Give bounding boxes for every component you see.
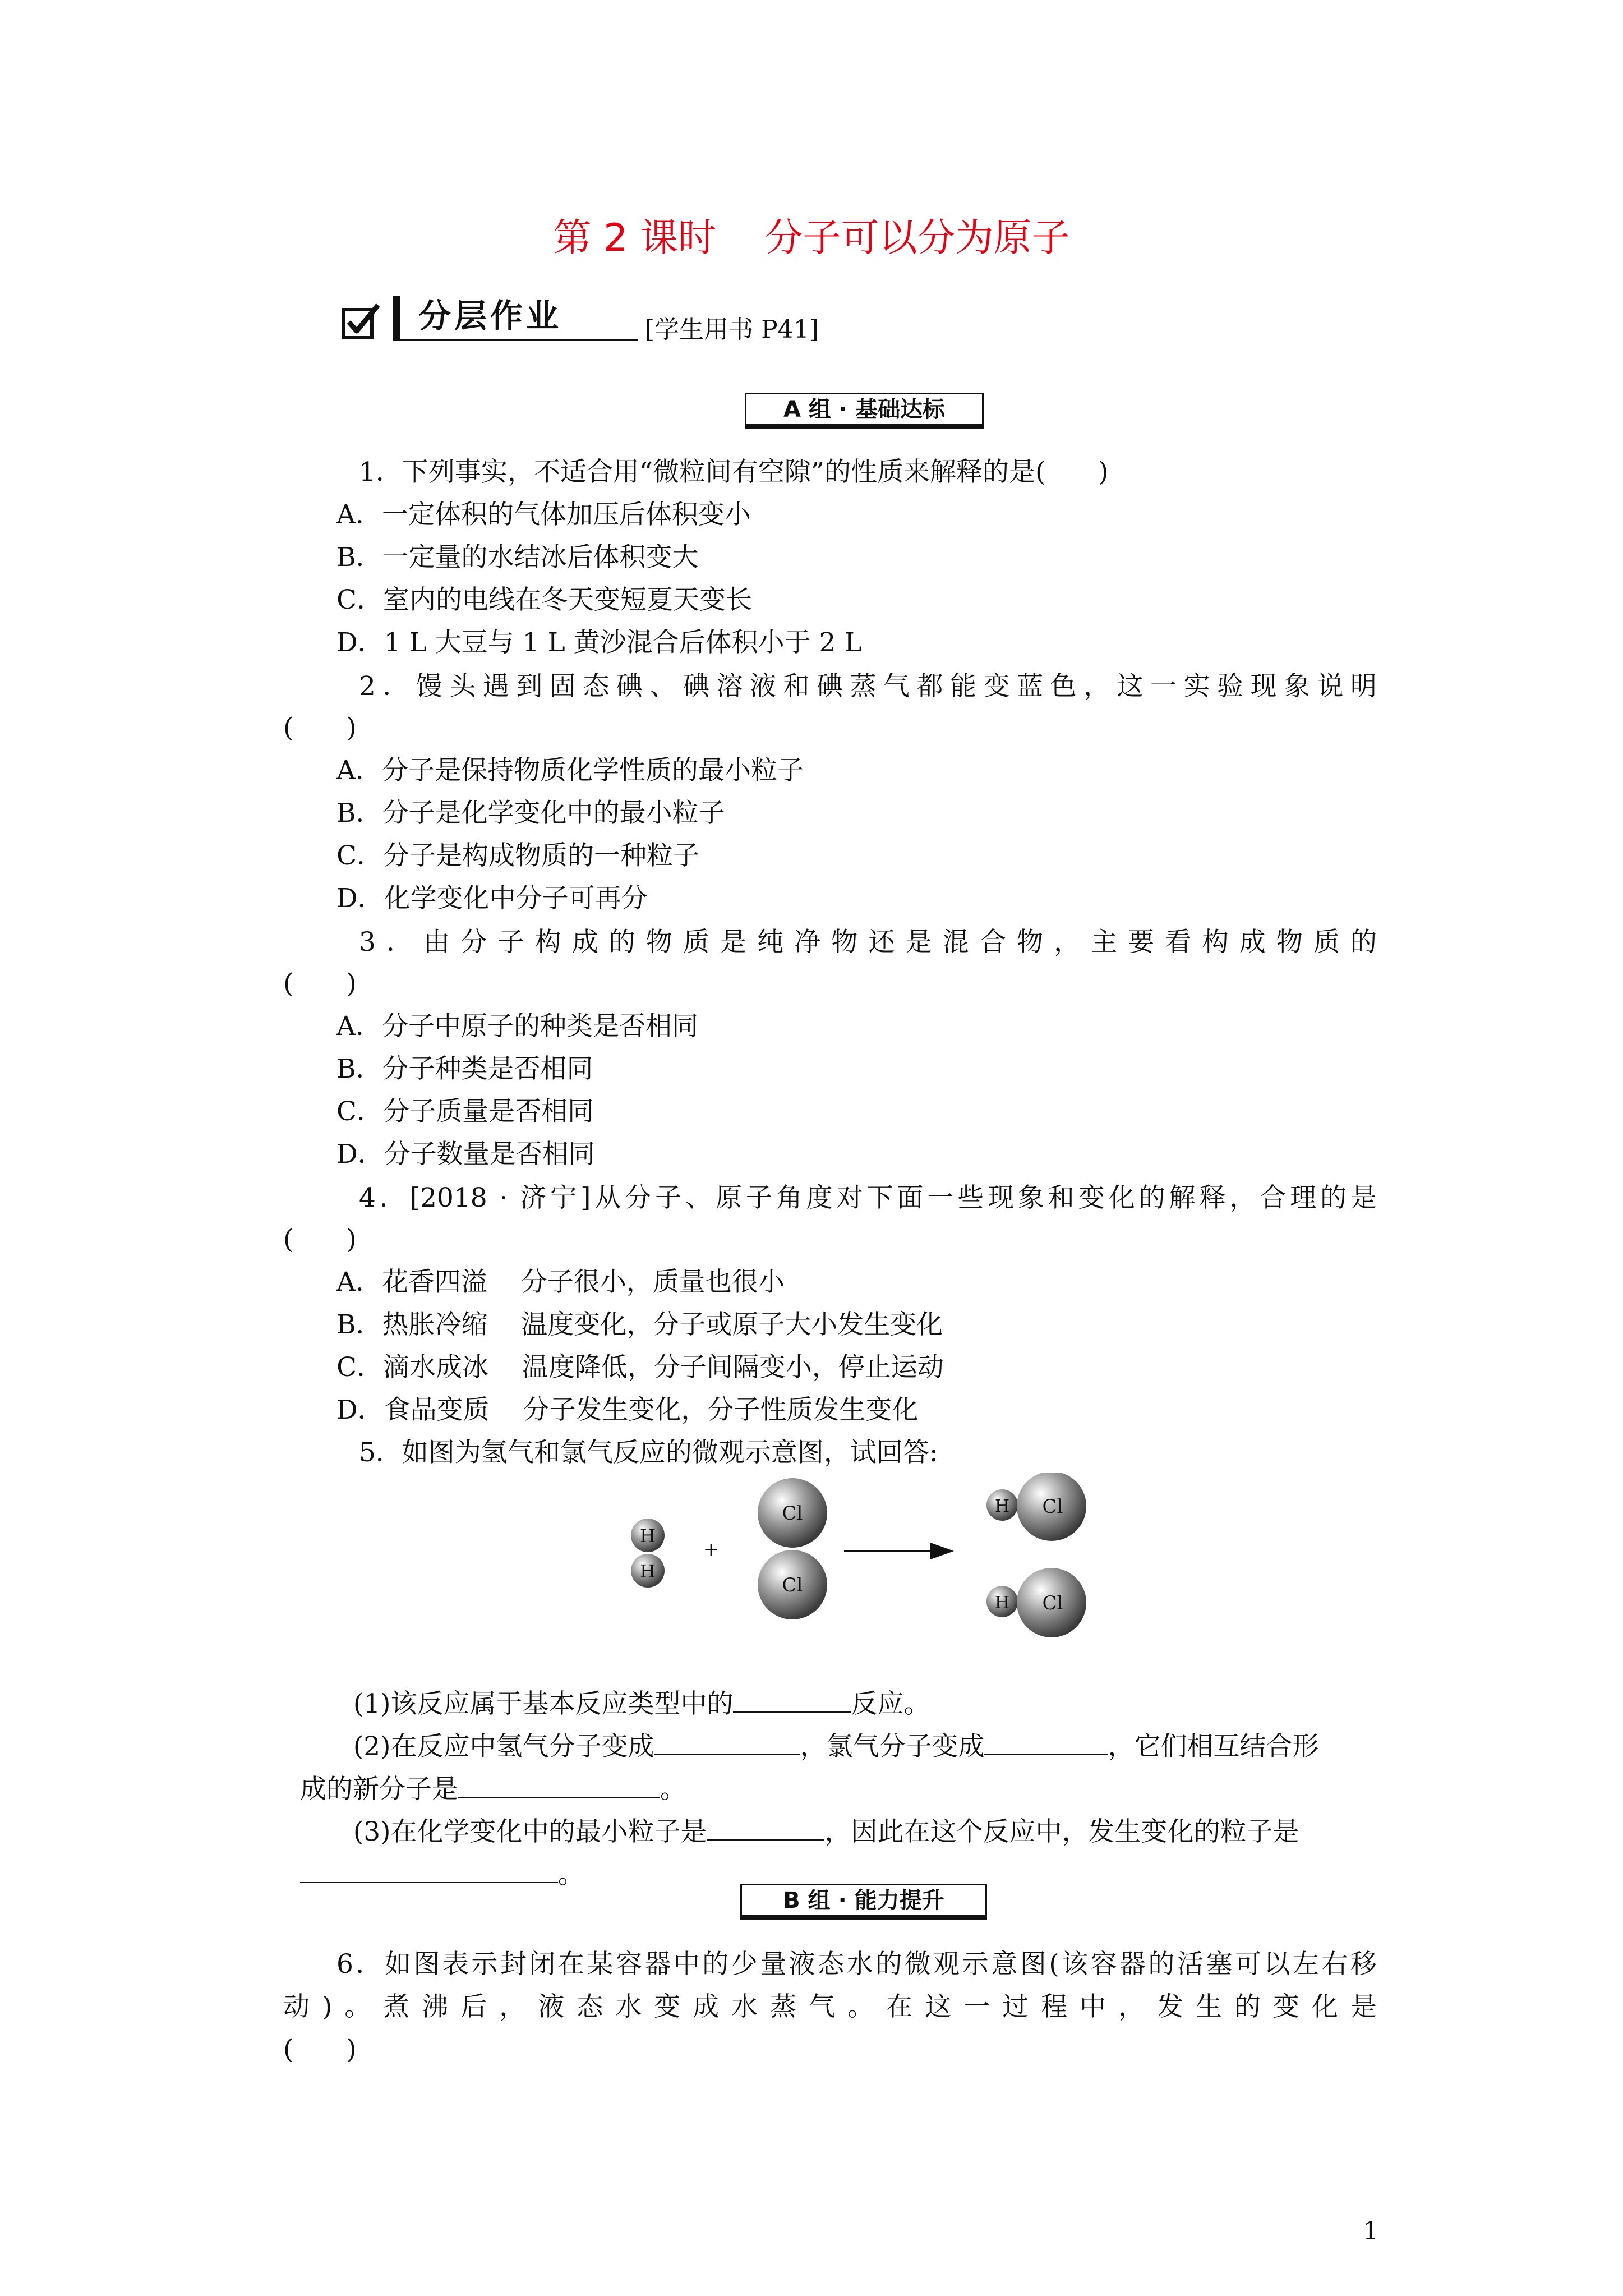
q5-part1-text: (1)该反应属于基本反应类型中的 <box>353 1688 734 1719</box>
h2-cl2-reaction-diagram <box>608 1473 1102 1646</box>
q5-stem: 5．如图为氢气和氯气反应的微观示意图，试回答: <box>359 1437 938 1468</box>
q1-option-c: C．室内的电线在冬天变短夏天变长 <box>336 585 752 615</box>
q5-part2-text-end: ，它们相互结合形 <box>1108 1731 1319 1762</box>
lesson-title: 第 2 课时 分子可以分为原子 <box>553 216 1070 260</box>
q3-stem: 3．由分子构成的物质是纯净物还是混合物，主要看构成物质的 <box>359 927 1377 958</box>
q2-option-b: B．分子是化学变化中的最小粒子 <box>336 798 725 829</box>
group-a-heading: A 组 · 基础达标 <box>745 393 984 429</box>
hydrogen-molecule <box>631 1519 665 1588</box>
atom-label-h: H <box>640 1561 656 1582</box>
answer-blank[interactable] <box>300 1856 558 1883</box>
atom-label-h: H <box>994 1593 1010 1613</box>
q5-part2-text-cont: 成的新分子是 <box>299 1774 458 1805</box>
q3-answer-bracket: ( ) <box>283 968 357 999</box>
q3-option-a: A．分子中原子的种类是否相同 <box>336 1011 698 1042</box>
q4-option-a: A．花香四溢 分子很小，质量也很小 <box>336 1267 785 1297</box>
q2-option-a: A．分子是保持物质化学性质的最小粒子 <box>336 755 804 786</box>
q2-answer-bracket: ( ) <box>283 712 357 743</box>
q4-stem: 4．[2018 · 济宁]从分子、原子角度对下面一些现象和变化的解释，合理的是 <box>359 1182 1377 1213</box>
q6-stem-line2: 动)。煮沸后，液态水变成水蒸气。在这一过程中，发生的变化是 <box>283 1991 1377 2022</box>
atom-label-cl: Cl <box>1042 1496 1063 1518</box>
q1-option-d: D．1 L 大豆与 1 L 黄沙混合后体积小于 2 L <box>336 627 862 658</box>
plus-sign: + <box>703 1538 720 1561</box>
q4-option-d: D．食品变质 分子发生变化，分子性质发生变化 <box>336 1395 919 1425</box>
q1-stem: 1．下列事实，不适合用“微粒间有空隙”的性质来解释的是( ) <box>359 457 1109 487</box>
q5-part3-continued <box>283 1823 584 1892</box>
atom-label-h: H <box>994 1497 1010 1516</box>
q2-option-c: C．分子是构成物质的一种粒子 <box>336 840 699 871</box>
q3-option-d: D．分子数量是否相同 <box>336 1139 595 1170</box>
q1-option-b: B．一定量的水结冰后体积变大 <box>336 542 699 573</box>
q4-option-b: B．热胀冷缩 温度变化，分子或原子大小发生变化 <box>336 1309 943 1340</box>
atom-label-cl: Cl <box>782 1574 803 1596</box>
q2-option-d: D．化学变化中分子可再分 <box>336 883 648 914</box>
q4-answer-bracket: ( ) <box>283 1224 357 1255</box>
textbook-reference: [学生用书 P41] <box>645 315 819 344</box>
checkbox-icon <box>341 302 381 342</box>
q3-option-c: C．分子质量是否相同 <box>336 1096 594 1127</box>
q5-part1-text-end: 反应。 <box>851 1688 930 1719</box>
answer-blank[interactable] <box>984 1728 1108 1755</box>
atom-label-cl: Cl <box>1042 1592 1063 1614</box>
hcl-molecule <box>986 1473 1086 1541</box>
q5-part2-period: 。 <box>660 1774 686 1805</box>
chlorine-molecule <box>758 1478 827 1619</box>
atom-label-cl: Cl <box>782 1502 803 1525</box>
group-b-heading: B 组 · 能力提升 <box>740 1884 987 1920</box>
q1-option-a: A．一定体积的气体加压后体积变小 <box>336 499 751 530</box>
atom-label-h: H <box>640 1525 656 1547</box>
q5-part3-text-mid: ，因此在这个反应中，发生变化的粒子是 <box>824 1816 1299 1847</box>
page-number: 1 <box>1363 2217 1378 2246</box>
answer-blank[interactable] <box>707 1814 824 1841</box>
q3-option-b: B．分子种类是否相同 <box>336 1053 593 1084</box>
homework-label: 分层作业 <box>393 296 638 341</box>
q5-part2-text-mid: ，氯气分子变成 <box>800 1731 985 1762</box>
q4-option-c: C．滴水成冰 温度降低，分子间隔变小，停止运动 <box>336 1352 944 1383</box>
q6-stem-line1: 6．如图表示封闭在某容器中的少量液态水的微观示意图(该容器的活塞可以左右移 <box>336 1949 1377 1980</box>
q2-stem: 2．馒头遇到固态碘、碘溶液和碘蒸气都能变蓝色，这一实验现象说明 <box>359 671 1377 702</box>
q6-answer-bracket: ( ) <box>283 2034 357 2065</box>
hcl-molecule <box>986 1568 1086 1637</box>
q5-part3-period: 。 <box>557 1859 584 1890</box>
q5-part3-text: (3)在化学变化中的最小粒子是 <box>353 1816 707 1847</box>
q5-part2-text: (2)在反应中氢气分子变成 <box>353 1731 654 1762</box>
